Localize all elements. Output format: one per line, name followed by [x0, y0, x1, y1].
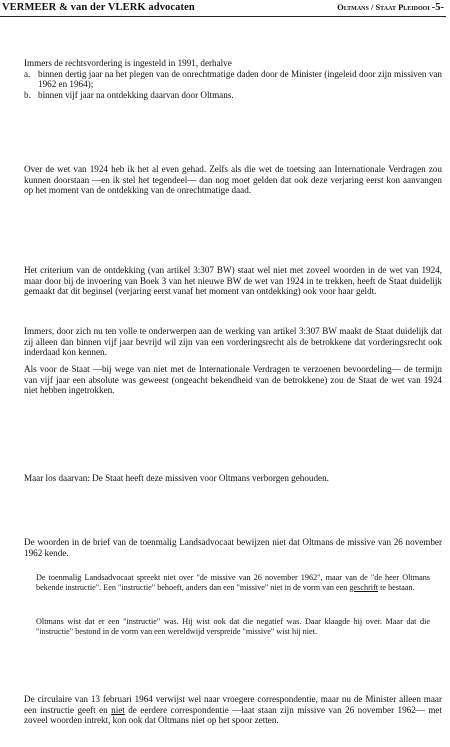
quote-text: De toenmalig Landsadvocaat spreekt niet over "de missive van 26 november 1962", maar van de "de heer Oltmans bekende instructie". Een "instructie" behoeft, anders dan een "missive" niet in de vorm van een — [36, 573, 430, 592]
paragraph-intro: Immers de rechtsvordering is ingesteld in 1991, derhalve — [24, 58, 232, 68]
page-number: -5- — [431, 2, 444, 13]
header-rule — [0, 16, 446, 17]
paragraph-immers: Immers, door zich nu ten volle te onderwerpen aan de werking van artikel 3:307 BW maakt de Staat duidelijk dat zij alleen dan binnen vijf jaar bevrijd wil zijn van een vorderingsrecht als de betrokkene dat vorderingsrecht ook inderdaad kon kennen. — [24, 326, 442, 358]
quote-text-end: te bestaan. — [378, 582, 415, 592]
paragraph-text-end: de eerdere correspondentie —laat staan zijn missive van 26 november 1962— met zoveel woorden intrekt, kon ook dat Oltmans niet op het spoor zetten. — [24, 704, 443, 726]
list-item — [24, 90, 442, 101]
limitation-list — [24, 69, 442, 101]
case-reference — [337, 2, 444, 13]
quote-instructie — [36, 573, 430, 592]
paragraph-als-voor-de-staat: Als voor de Staat —bij wege van niet met de Internationale Verdragen te verzoenen bevoordeling— de termijn van vijf jaar een absolute was geweest (ongeacht bekendheid van de betrokkene) zou de Staat de wet van 1924 niet hebben ingetrokken. — [24, 364, 442, 396]
list-text: binnen dertig jaar na het plegen van de onrechtmatige daden door de Minister (ingeleid door zijn missiven van 1962 en 1964); — [38, 68, 442, 90]
page-header — [0, 0, 450, 16]
paragraph-circulaire — [24, 694, 442, 726]
paragraph-verborgen: Maar los daarvan: De Staat heeft deze missiven voor Oltmans verborgen gehouden. — [24, 473, 329, 483]
paragraph-landsadvocaat: De woorden in de brief van de toenmalig Landsadvocaat bewijzen niet dat Oltmans de missive van 26 november 1962 kende. — [24, 537, 442, 558]
list-text: binnen vijf jaar na ontdekking daarvan door Oltmans. — [38, 89, 234, 100]
list-item — [24, 69, 442, 90]
list-marker: b. — [24, 89, 31, 100]
underlined-word: geschrift — [349, 582, 379, 592]
paragraph-wet-1924: Over de wet van 1924 heb ik het al even gehad. Zelfs als die wet de toetsing aan Internationale Verdragen zou kunnen doorstaan —en ik stel het tegendeel— dan nog moet gelden dat ook deze verjaring eerst kon aanvangen op het moment van de ontdekking van de onrechtmatige daad. — [24, 164, 442, 196]
paragraph-text: De circulaire van 13 februari 1964 verwijst wel naar vroegere correspondentie, maar nu de Minister alleen maar een instructie geeft en — [24, 694, 442, 715]
list-marker: a. — [24, 68, 31, 79]
underlined-word: niet — [111, 704, 125, 715]
paragraph-criterium: Het criterium van de ontdekking (van artikel 3:307 BW) staat wel niet met zoveel woorden in de wet van 1924, maar door bij de invoering van Boek 3 van het nieuwe BW de wet van 1924 in te trekken, heeft de Staat duidelijk gemaakt dat dit beginsel (verjaring eerst vanaf het moment van ontdekking) ook voor haar geldt. — [24, 265, 442, 297]
case-title: Oltmans / Staat Pleidooi — [337, 2, 430, 12]
firm-name: VERMEER & van der VLERK advocaten — [2, 2, 195, 13]
quote-oltmans-wist: Oltmans wist dat er een "instructie" was. Hij wist ook dat die negatief was. Daar klaagde hij over. Maar dat die "instructie" bestond in de vorm van een wereldwijd verspreide "missive" wist hij niet. — [36, 617, 430, 636]
